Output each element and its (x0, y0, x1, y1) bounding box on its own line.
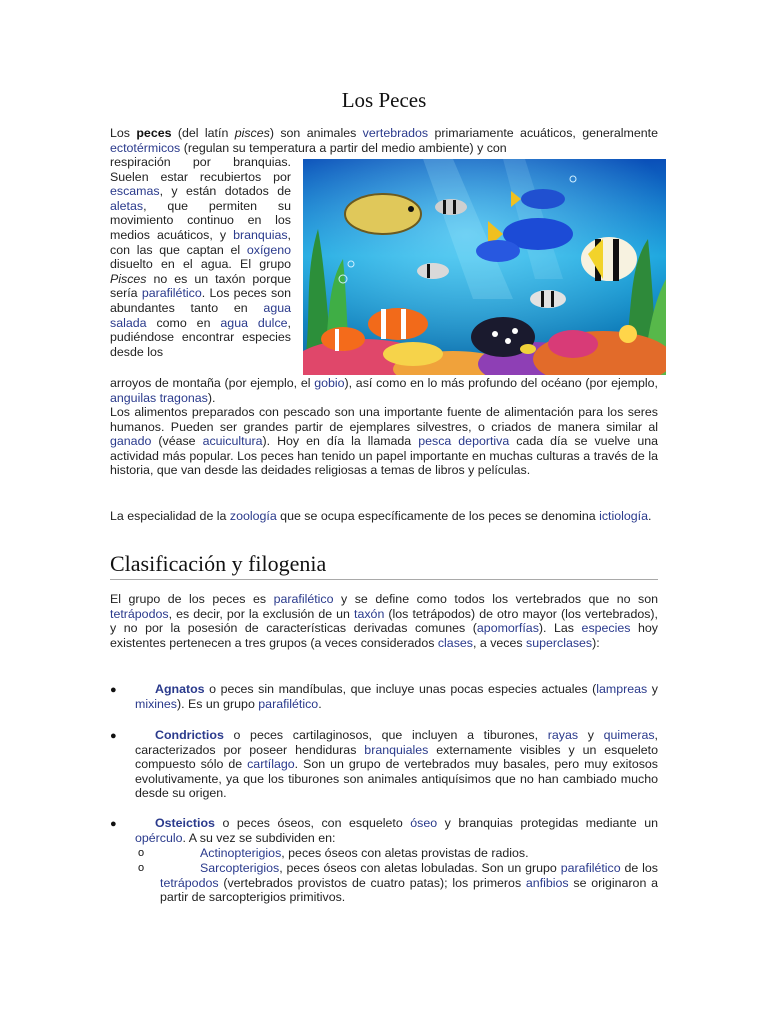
link-vertebrados[interactable]: vertebrados (362, 126, 429, 140)
intro-text-pudiendose: , pudiéndose encontrar especies desde los (110, 315, 291, 359)
page-title: Los Peces (341, 88, 427, 112)
intro-paragraph: Los peces (del latín pisces) son animales vertebrados primariamente acuáticos, generalmente ectotérmicos (regulan su temperatura a partir del medio ambiente) y con (110, 126, 658, 155)
sub-item-sarcopterigios: Sarcopterigios, peces óseos con aletas lobuladas. Son un grupo parafilético de los tetrápodos (vertebrados provistos de cuatro patas); los primeros anfibios se originaron a partir de sarcopterigios primitivos. (160, 861, 658, 905)
link-operculo[interactable]: opérculo (135, 830, 183, 845)
intro-line-2-text (110, 141, 658, 156)
link-mixines[interactable]: mixines (135, 696, 177, 711)
link-tetrapodos[interactable]: tetrápodos (110, 606, 169, 621)
link-aletas[interactable]: aletas (110, 198, 144, 213)
link-sarcopterigios[interactable]: Sarcopterigios (200, 861, 280, 875)
bullet-marker: ● (110, 818, 117, 830)
link-tetrapodos-2[interactable]: tetrápodos (160, 875, 219, 890)
link-agua-salada[interactable]: agua salada (110, 300, 291, 330)
link-ganado[interactable]: ganado (110, 434, 152, 449)
link-parafiletico-3[interactable]: parafilético (258, 696, 319, 711)
sub-item-actinopterigios: Actinopterigios, peces óseos con aletas provistas de radios. (200, 846, 529, 860)
link-actinopterigios[interactable]: Actinopterigios (200, 846, 282, 860)
intro-text-regulan: (regulan su temperatura a partir del medio ambiente) y con (180, 140, 507, 155)
link-branquiales[interactable]: branquiales (364, 742, 429, 757)
list-item-condrictios: Condrictios o peces cartilaginosos, que incluyen a tiburones, rayas y quimeras, caracterizados por poseer hendiduras branquiales externamente visibles y un esqueleto compuesto sólo de cartílago. Son un grupo de vertebrados muy basales, pero muy exitosos evolutivamente, ya que los tiburones son animales antiquísimos que no han cambiado mucho desde su origen. (135, 728, 658, 801)
list-item-osteictios: Osteictios o peces óseos, con esqueleto óseo y branquias protegidas mediante un opérculo. A su vez se subdividen en: (135, 816, 658, 845)
section-heading: Clasificación y filogenia (110, 551, 658, 580)
term-peces: peces (136, 126, 172, 140)
link-agnatos[interactable]: Agnatos (155, 682, 205, 696)
link-superclases[interactable]: superclases (526, 635, 593, 650)
link-especies[interactable]: especies (581, 621, 631, 636)
link-zoologia[interactable]: zoología (229, 509, 277, 523)
link-gobio[interactable]: gobio (314, 376, 345, 390)
link-condrictios[interactable]: Condrictios (155, 728, 224, 742)
link-cartilago[interactable]: cartílago (247, 757, 295, 772)
link-pesca-deportiva[interactable]: pesca deportiva (418, 434, 510, 449)
link-clases[interactable]: clases (437, 635, 473, 650)
bullet-marker: ● (110, 730, 117, 742)
link-ectotermicos[interactable]: ectotérmicos (110, 140, 181, 155)
sub-bullet-marker: o (138, 847, 145, 859)
link-apomorfias[interactable]: apomorfías (476, 621, 539, 636)
list-item-agnatos: Agnatos o peces sin mandíbulas, que incluye unas pocas especies actuales (lampreas y mixines). Es un grupo parafilético. (135, 682, 658, 711)
sub-bullet-marker: o (138, 862, 145, 874)
classification-paragraph: El grupo de los peces es parafilético y se define como todos los vertebrados que no son tetrápodos, es decir, por la exclusión de un taxón (los tetrápodos) de otro mayor (los vertebrados), y no por la posesión de características derivadas comunes (apomorfías). Las especies hoy existentes pertenecen a tres grupos (a veces considerados clases, a veces superclases): (110, 592, 659, 650)
intro-text-arroyos: arroyos de montaña (por ejemplo, el (110, 376, 315, 390)
link-anfibios[interactable]: anfibios (525, 875, 569, 890)
link-parafiletico-4[interactable]: parafilético (560, 861, 621, 875)
intro-narrow-column: respiración por branquias. Suelen estar recubiertos por escamas, y están dotados de aletas, que permiten su movimiento continuo en los medios acuáticos, y branquias, con las que captan el oxígeno disuelto en el agua. El grupo Pisces no es un taxón porque sería parafilético. Los peces son abundantes tanto en agua salada como en agua dulce, pudiéndose encontrar especies desde los (110, 155, 291, 359)
link-parafiletico[interactable]: parafilético (141, 286, 202, 301)
link-oseo[interactable]: óseo (410, 816, 438, 830)
link-branquias[interactable]: branquias (233, 227, 288, 242)
bullet-marker: ● (110, 684, 117, 696)
link-quimeras[interactable]: quimeras (603, 728, 655, 742)
link-ictiologia[interactable]: ictiología (599, 509, 649, 523)
zoology-paragraph: La especialidad de la zoología que se ocupa específicamente de los peces se denomina ictiología. (110, 509, 652, 523)
link-acuicultura[interactable]: acuicultura (202, 434, 263, 449)
link-osteictios[interactable]: Osteictios (155, 816, 215, 830)
link-taxon[interactable]: taxón (354, 606, 385, 621)
link-escamas[interactable]: escamas (110, 184, 160, 199)
link-anguilas-tragonas[interactable]: anguilas tragonas (110, 390, 208, 405)
link-parafiletico-2[interactable]: parafilético (273, 592, 334, 606)
intro-text-respiracion: respiración por branquias. Suelen estar recubiertos por (110, 155, 291, 184)
intro-bottom: arroyos de montaña (por ejemplo, el gobio), así como en lo más profundo del océano (por ejemplo, anguilas tragonas). (110, 376, 658, 405)
fish-reef-image (303, 159, 666, 375)
link-lampreas[interactable]: lampreas (596, 682, 648, 696)
food-paragraph: Los alimentos preparados con pescado son una importante fuente de alimentación para los seres humanos. Pueden ser grandes partir de ejemplares silvestres, o criados de manera similar al ganado (véase acuicultura). Hoy en día la llamada pesca deportiva cada día se vuelve una actividad más popular. Los peces han tenido un papel importante en muchas culturas a través de la historia, que van desde las deidades religiosas a temas de libros y películas. (110, 405, 658, 478)
link-agua-dulce[interactable]: agua dulce (220, 315, 288, 330)
link-oxigeno[interactable]: oxígeno (246, 242, 291, 257)
link-rayas[interactable]: rayas (547, 728, 579, 742)
